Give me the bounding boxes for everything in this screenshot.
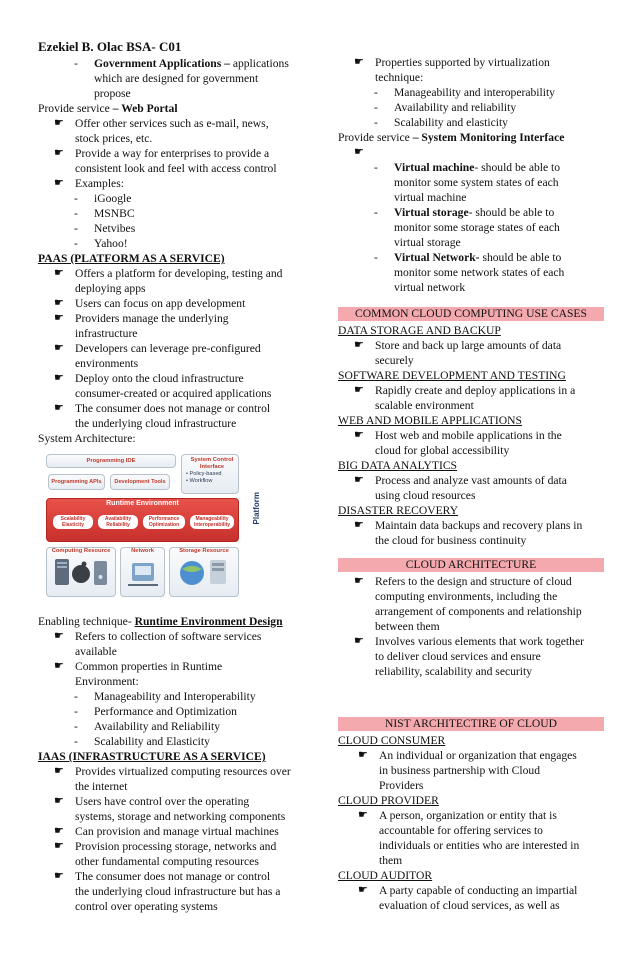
bullet-line: available [75, 645, 117, 658]
iaas-item [38, 839, 306, 869]
paas-heading: PAAS (PLATFORM AS A SERVICE) [38, 252, 225, 265]
pointing-hand-icon: ☛ [54, 765, 64, 777]
use-cases-banner: COMMON CLOUD COMPUTING USE CASES [338, 307, 604, 321]
bullet-line: Store and back up large amounts of data [375, 339, 562, 352]
bullet-line: them [379, 854, 403, 867]
pill-performance: Performance Optimization [143, 515, 185, 529]
enabling-technique-heading: Enabling technique- Runtime Environment Design [38, 615, 283, 628]
pointing-hand-icon: ☛ [358, 884, 368, 896]
bullet-line: Providers manage the underlying [75, 312, 229, 325]
examples-list [38, 191, 306, 251]
virtualization-properties-list [338, 85, 604, 130]
bullet-line: Deploy onto the cloud infrastructure [75, 372, 244, 385]
paas-item [38, 371, 306, 401]
pointing-hand-icon: ☛ [54, 660, 64, 672]
paas-item [38, 311, 306, 341]
bullet-line: computing environments, including the [375, 590, 558, 603]
bullet-line: the underlying cloud infrastructure [75, 417, 237, 430]
pointing-hand-icon: ☛ [54, 312, 64, 324]
virtualization-property-item: - Manageability and interoperability [374, 86, 555, 99]
web-portal-item [38, 146, 306, 176]
iaas-item [38, 794, 306, 824]
bullet-line: stock prices, etc. [75, 132, 153, 145]
bullet-line: consumer-created or acquired applications [75, 387, 272, 400]
enabling-list [38, 629, 306, 689]
bullet-line: Involves various elements that work together [375, 635, 584, 648]
bullet-line: Can provision and manage virtual machines [75, 825, 279, 838]
web-portal-heading: Provide service – Web Portal [38, 102, 178, 115]
example-item: - iGoogle [74, 192, 132, 205]
gov-apps-label: Government Applications – [94, 57, 230, 70]
use-case-item [338, 428, 604, 458]
left-column [38, 38, 306, 914]
monitoring-metrics-list [338, 160, 604, 295]
pointing-hand-icon: ☛ [54, 372, 64, 384]
development-tools-box: Development Tools [110, 474, 170, 490]
bullet-line: Rapidly create and deploy applications in a [375, 384, 576, 397]
bullet-line: deploying apps [75, 282, 146, 295]
bullet-line: the internet [75, 780, 128, 793]
pointing-hand-icon: ☛ [54, 342, 64, 354]
pointing-hand-icon: ☛ [354, 384, 364, 396]
use-case-item [338, 518, 604, 548]
enabling-properties-list [38, 689, 306, 749]
bullet-line: to deliver cloud services and ensure [375, 650, 541, 663]
network-box: Network [120, 547, 165, 597]
bullet-line: Examples: [75, 177, 124, 190]
bullet-line: control over operating systems [75, 900, 218, 913]
metric-line: virtual machine [394, 191, 467, 204]
metric-name: Virtual machine [394, 161, 475, 174]
bullet-line: Provides virtualized computing resources over [75, 765, 291, 778]
bullet-line: Provision processing storage, networks and [75, 840, 277, 853]
web-portal-item [38, 116, 306, 146]
monitoring-heading: Provide service – System Monitoring Interface [338, 131, 565, 144]
paas-item [38, 341, 306, 371]
bullet-line: A party capable of conducting an impartial [379, 884, 578, 897]
use-case-title: DATA STORAGE AND BACKUP [338, 324, 501, 337]
system-architecture-diagram [44, 452, 262, 600]
pointing-hand-icon: ☛ [354, 635, 364, 647]
server-apple-icon [51, 555, 111, 589]
nist-role-title: CLOUD CONSUMER [338, 734, 446, 747]
use-cases-list [338, 323, 604, 548]
use-case-title: BIG DATA ANALYTICS [338, 459, 458, 472]
enabling-item [38, 629, 306, 659]
bullet-line: scalable environment [375, 399, 474, 412]
gov-apps-item: - Government Applications – applications which are designed for government propose [74, 57, 289, 100]
pointing-hand-icon: ☛ [354, 575, 364, 587]
monitoring-heading-item [338, 145, 604, 160]
bullet-line: A person, organization or entity that is [379, 809, 557, 822]
paas-list [38, 266, 306, 431]
web-portal-item [38, 176, 306, 191]
bullet-line: Common properties in Runtime [75, 660, 223, 673]
bullet-line: securely [375, 354, 414, 367]
use-case-title: WEB AND MOBILE APPLICATIONS [338, 414, 522, 427]
runtime-property-item: - Availability and Reliability [74, 720, 221, 733]
pointing-hand-icon: ☛ [354, 519, 364, 531]
metric-name: Virtual Network- [394, 251, 480, 264]
pointing-hand-icon: ☛ [54, 297, 64, 309]
bullet-line: Developers can leverage pre-configured [75, 342, 261, 355]
metric-name: Virtual storage [394, 206, 469, 219]
bullet-line: cloud for global accessibility [375, 444, 510, 457]
use-case-item [338, 383, 604, 413]
author-name: Ezekiel B. Olac BSA- C01 [38, 39, 182, 54]
bullet-line: between them [375, 620, 440, 633]
right-column [338, 55, 604, 913]
virtualization-heading-item [338, 55, 604, 85]
metric-line: virtual network [394, 281, 466, 294]
use-case-title: SOFTWARE DEVELOPMENT AND TESTING [338, 369, 566, 382]
pointing-hand-icon: ☛ [354, 146, 364, 158]
bullet-line: other fundamental computing resources [75, 855, 259, 868]
iaas-item [38, 764, 306, 794]
bullet-line: Refers to the design and structure of cloud [375, 575, 572, 588]
bullet-line: Maintain data backups and recovery plans in [375, 519, 583, 532]
programming-ide-box: Programming IDE [46, 454, 176, 468]
bullet-line: infrastructure [75, 327, 138, 340]
bullet-line: the cloud for business continuity [375, 534, 527, 547]
pill-scalability: Scalability Elasticity [53, 515, 93, 529]
paas-item [38, 296, 306, 311]
pointing-hand-icon: ☛ [358, 749, 368, 761]
pill-availability: Availability Reliability [98, 515, 138, 529]
iaas-item [38, 824, 306, 839]
bullet-line: systems, storage and networking components [75, 810, 286, 823]
runtime-property-item: - Manageability and Interoperability [74, 690, 256, 703]
bullet-line: technique: [375, 71, 424, 84]
bullet-line: arrangement of components and relationship [375, 605, 582, 618]
bullet-line: in business partnership with Cloud [379, 764, 541, 777]
paas-item [38, 401, 306, 431]
bullet-line: using cloud resources [375, 489, 476, 502]
nist-architecture-banner: NIST ARCHITECTIRE OF CLOUD [338, 717, 604, 731]
bullet-line: consistent look and feel with access control [75, 162, 277, 175]
runtime-property-item: - Scalability and Elasticity [74, 735, 210, 748]
bullet-line: Users can focus on app development [75, 297, 246, 310]
bullet-line: Host web and mobile applications in the [375, 429, 562, 442]
network-icon [124, 555, 162, 589]
bullet-line: evaluation of cloud services, as well as [379, 899, 560, 912]
runtime-property-item: - Performance and Optimization [74, 705, 237, 718]
pointing-hand-icon: ☛ [54, 177, 64, 189]
bullet-line: An individual or organization that engages [379, 749, 577, 762]
pointing-hand-icon: ☛ [358, 809, 368, 821]
iaas-item [38, 869, 306, 914]
bullet-line: Offers a platform for developing, testing and [75, 267, 283, 280]
pointing-hand-icon: ☛ [54, 147, 64, 159]
monitoring-metric-item: - Virtual storage- should be able to monitor some storage states of each virtual storage [338, 205, 604, 250]
metric-line: monitor some network states of each [394, 266, 565, 279]
bullet-line: Offer other services such as e-mail, news, [75, 117, 269, 130]
bullet-line: reliability, scalability and security [375, 665, 533, 678]
computing-resource-box: Computing Resource [46, 547, 116, 597]
bullet-line: Properties supported by virtualization [375, 56, 550, 69]
pointing-hand-icon: ☛ [54, 795, 64, 807]
bullet-line: Process and analyze vast amounts of data [375, 474, 567, 487]
iaas-heading: IAAS (INFRASTRUCTURE AS A SERVICE) [38, 750, 266, 763]
iaas-list [38, 764, 306, 914]
nist-role-title: CLOUD AUDITOR [338, 869, 433, 882]
pointing-hand-icon: ☛ [54, 117, 64, 129]
pill-manageability: Manageability Interoperability [190, 515, 234, 529]
cloud-architecture-banner: CLOUD ARCHITECTURE [338, 558, 604, 572]
runtime-environment-box: Runtime Environment Scalability Elasticity Availability Reliability Performance Optimization Manageability Interoperability [46, 498, 239, 542]
virtualization-property-item: - Availability and reliability [374, 101, 517, 114]
paas-item [38, 266, 306, 296]
bullet-line: Users have control over the operating [75, 795, 250, 808]
web-portal-list [38, 116, 306, 191]
nist-role-item [338, 883, 604, 913]
system-control-interface-box: System Control Interface • Policy-based • Workflow [181, 454, 239, 494]
metric-line: monitor some system states of each [394, 176, 559, 189]
bullet-line: the underlying cloud infrastructure but has a [75, 885, 281, 898]
pointing-hand-icon: ☛ [54, 840, 64, 852]
pointing-hand-icon: ☛ [54, 870, 64, 882]
virtualization-properties-item [338, 55, 604, 85]
example-item: - MSNBC [74, 207, 135, 220]
bullet-line: Refers to collection of software services [75, 630, 262, 643]
bullet-line: environments [75, 357, 139, 370]
monitoring-metric-item: - Virtual Network- should be able to monitor some network states of each virtual network [338, 250, 604, 295]
nist-roles-list [338, 733, 604, 913]
bullet-line: The consumer does not manage or control [75, 870, 271, 883]
nist-role-item [338, 748, 604, 793]
use-case-title: DISASTER RECOVERY [338, 504, 459, 517]
nist-role-item [338, 808, 604, 868]
architecture-item [338, 634, 604, 679]
pointing-hand-icon: ☛ [54, 267, 64, 279]
pointing-hand-icon: ☛ [54, 402, 64, 414]
architecture-item [338, 574, 604, 634]
bullet-line: Provide a way for enterprises to provide a [75, 147, 270, 160]
pointing-hand-icon: ☛ [54, 630, 64, 642]
pointing-hand-icon: ☛ [54, 825, 64, 837]
nist-role-title: CLOUD PROVIDER [338, 794, 439, 807]
storage-resource-box: Storage Resource [169, 547, 239, 597]
pointing-hand-icon: ☛ [354, 474, 364, 486]
use-case-item [338, 338, 604, 368]
metric-line: virtual storage [394, 236, 461, 249]
bullet-line: Environment: [75, 675, 139, 688]
enabling-item [38, 659, 306, 689]
monitoring-metric-item: - Virtual machine- should be able to monitor some system states of each virtual machine [338, 160, 604, 205]
example-item: - Yahoo! [74, 237, 128, 250]
metric-line: monitor some storage states of each [394, 221, 560, 234]
system-architecture-label: System Architecture: [38, 432, 136, 445]
virtualization-property-item: - Scalability and elasticity [374, 116, 508, 129]
bullet-line: Providers [379, 779, 424, 792]
bullet-line: The consumer does not manage or control [75, 402, 271, 415]
pointing-hand-icon: ☛ [354, 56, 364, 68]
pointing-hand-icon: ☛ [354, 339, 364, 351]
cloud-architecture-list [338, 574, 604, 679]
use-case-item [338, 473, 604, 503]
monitoring-metrics-item [338, 145, 604, 160]
bullet-line: individuals or entities who are interested in [379, 839, 580, 852]
storage-icon [174, 555, 234, 589]
bullet-line: accountable for offering services to [379, 824, 543, 837]
pointing-hand-icon: ☛ [354, 429, 364, 441]
programming-apis-box: Programming APIs [48, 474, 105, 490]
platform-label: Platform [252, 492, 261, 525]
example-item: - Netvibes [74, 222, 136, 235]
